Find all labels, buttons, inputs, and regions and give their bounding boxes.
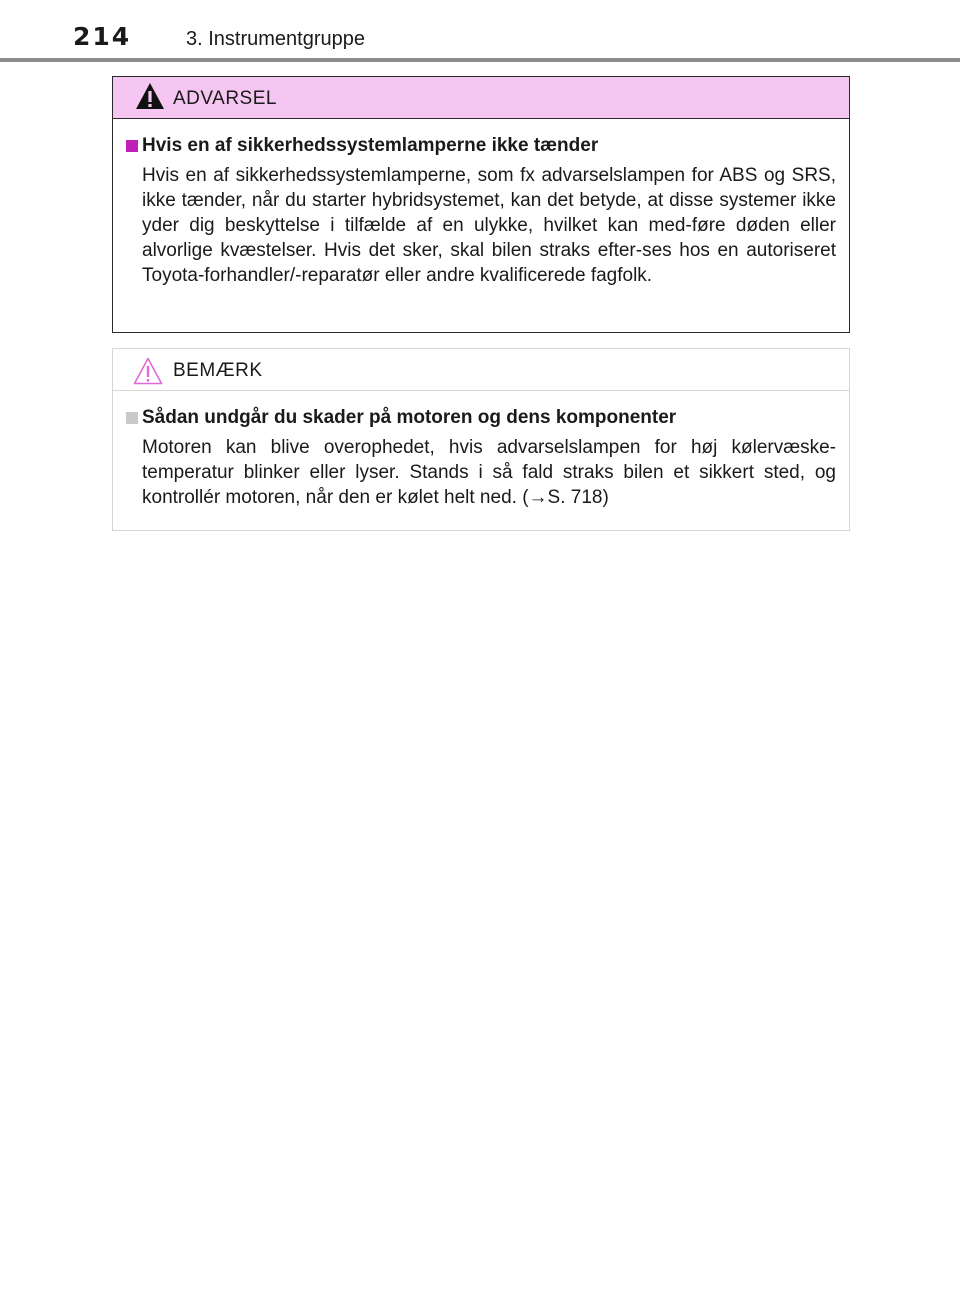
warning-body [113, 119, 849, 288]
warning-box [112, 76, 850, 333]
page-number: 214 [73, 22, 132, 51]
notice-body-text: Motoren kan blive overophedet, hvis advarselslampen for høj kølervæske-temperatur blinker eller lyser. Stands i så fald straks bilen et sikkert sted, og kontrollér motoren, når den er kølet helt ned. (→S. 718) [142, 437, 836, 508]
warning-triangle-icon [135, 82, 165, 110]
notice-header [113, 349, 849, 391]
warning-title: ADVARSEL [173, 88, 277, 109]
section-title: 3. Instrumentgruppe [186, 28, 365, 50]
notice-title: BEMÆRK [173, 360, 263, 381]
notice-item-heading [126, 407, 836, 429]
notice-heading-text: Sådan undgår du skader på motoren og dens komponenter [142, 407, 677, 428]
warning-heading-text: Hvis en af sikkerhedssystemlamperne ikke tænder [142, 135, 599, 156]
notice-triangle-icon [133, 357, 163, 385]
notice-box [112, 348, 850, 531]
warning-body-text: Hvis en af sikkerhedssystemlamperne, som fx advarselslampen for ABS og SRS, ikke tænder, når du starter hybridsystemet, kan det betyde, at disse systemer ikke yder dig beskyttelse i tilfælde af en ulykke, hvilket kan med-føre døden eller alvorlige kvæstelser. Hvis det sker, skal bilen straks efter-ses hos en autoriseret Toyota-forhandler/-reparatør eller andre kvalificerede fagfolk. [142, 165, 836, 286]
bullet-square-icon [126, 140, 138, 152]
bullet-square-icon [126, 412, 138, 424]
warning-header [113, 77, 849, 119]
notice-body [113, 391, 849, 510]
warning-item-heading [126, 135, 836, 157]
header-divider [0, 58, 960, 62]
page-header [0, 0, 960, 62]
